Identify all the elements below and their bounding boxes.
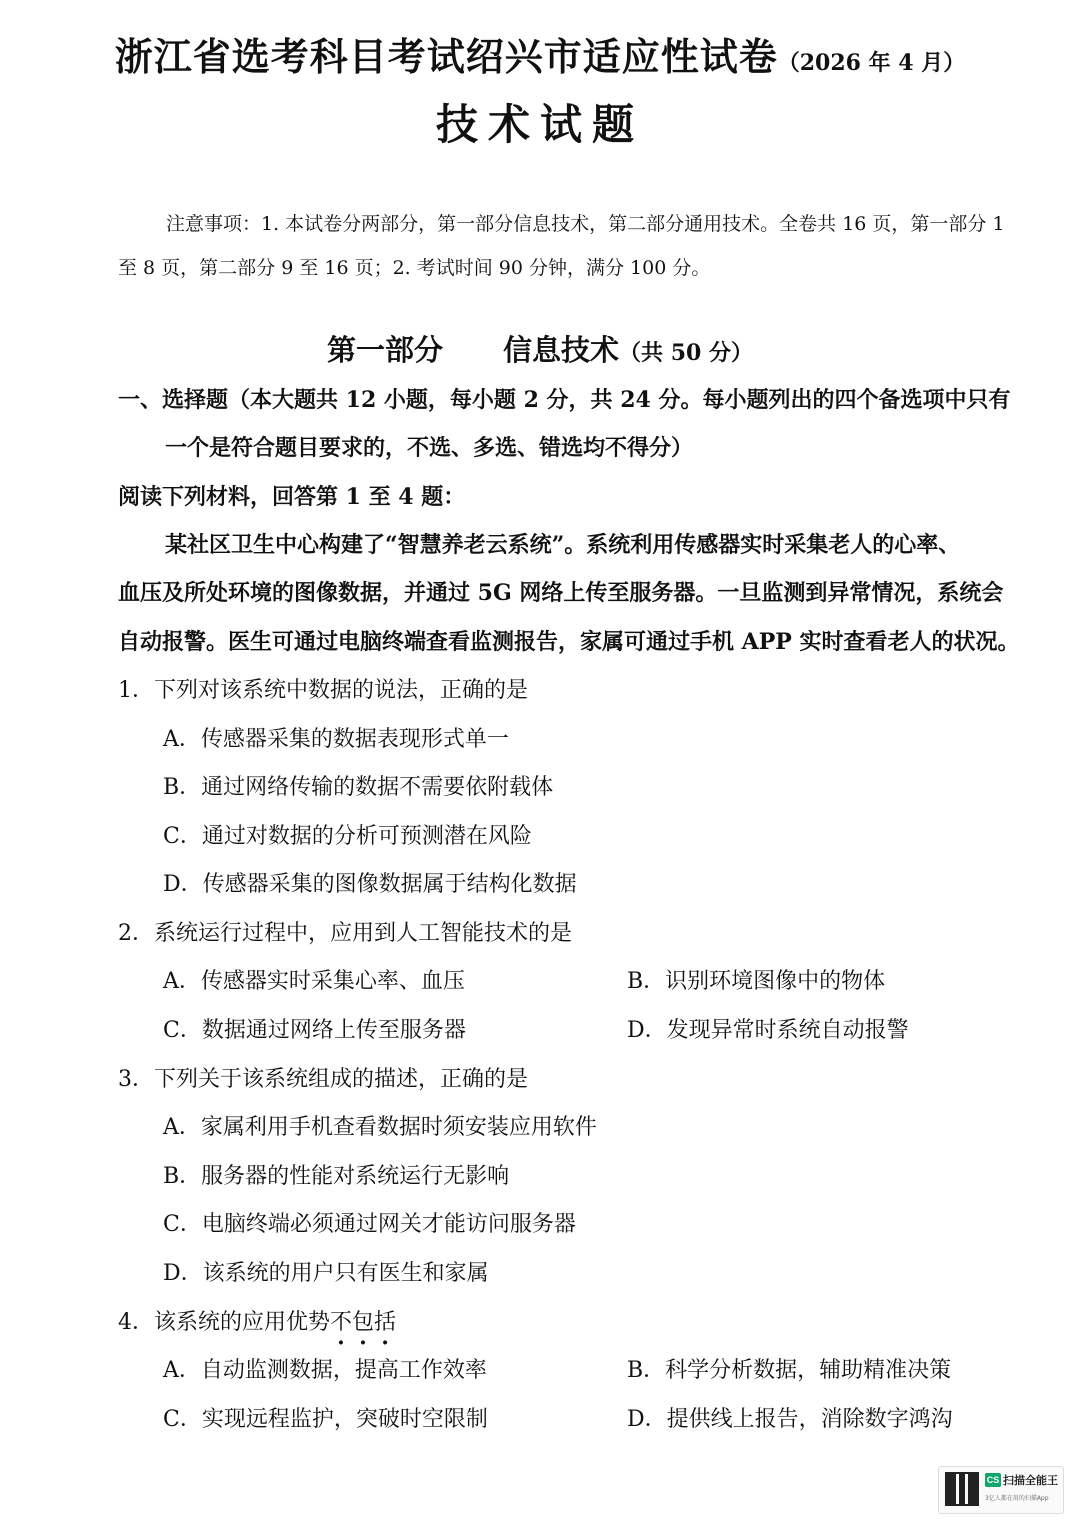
exam-subtitle: 技术试题	[435, 100, 644, 149]
exam-title	[0, 26, 1080, 81]
watermark-slogan: 3亿人都在用的扫描App	[985, 1495, 1049, 1502]
question-1-option-b: B．通过网络传输的数据不需要依附载体	[163, 775, 554, 800]
reading-line-2: 血压及所处环境的图像数据，并通过 5G 网络上传至服务器。一旦监测到异常情况，系统会	[118, 580, 1004, 606]
qr-code-icon	[945, 1472, 979, 1506]
notice-line-2: 至 8 页，第二部分 9 至 16 页；2. 考试时间 90 分钟，满分 100 分。	[118, 257, 711, 279]
section-heading-line-1: 一、选择题（本大题共 12 小题，每小题 2 分，共 24 分。每小题列出的四个备选项中只有	[118, 387, 1011, 413]
question-2-option-d: D．发现异常时系统自动报警	[627, 1018, 909, 1043]
camscanner-logo-icon: CS	[986, 1475, 1000, 1485]
question-4-stem-prefix: 4．该系统的应用优势	[118, 1310, 330, 1335]
part-name: 第一部分	[327, 333, 444, 367]
emphasis-dot-text: 括	[374, 1310, 397, 1335]
question-4-stem	[118, 1305, 396, 1336]
reading-line-3: 自动报警。医生可通过电脑终端查看监测报告，家属可通过手机 APP 实时查看老人的状况。	[118, 629, 1020, 655]
question-2-stem: 2．系统运行过程中，应用到人工智能技术的是	[118, 921, 572, 946]
part-subject: 信息技术	[503, 333, 620, 367]
part-points: （共 50 分）	[619, 340, 753, 366]
exam-date: （2026 年 4 月）	[777, 50, 966, 76]
question-4-option-d: D．提供线上报告，消除数字鸿沟	[627, 1407, 953, 1432]
scanner-watermark	[938, 1466, 1064, 1514]
question-1-option-a: A．传感器采集的数据表现形式单一	[163, 727, 509, 752]
part-heading	[0, 328, 1080, 369]
emphasis-dot-text: 包	[352, 1310, 375, 1335]
watermark-brand: 扫描全能王	[1003, 1474, 1058, 1487]
question-4-option-a: A．自动监测数据，提高工作效率	[163, 1358, 487, 1383]
notice-line-1: 注意事项：1. 本试卷分两部分，第一部分信息技术，第二部分通用技术。全卷共 16 页，第一部分 1	[166, 213, 1005, 235]
question-1-option-c: C．通过对数据的分析可预测潜在风险	[163, 824, 532, 849]
question-3-option-a: A．家属利用手机查看数据时须安装应用软件	[163, 1115, 597, 1140]
question-1-stem: 1．下列对该系统中数据的说法，正确的是	[118, 678, 528, 703]
question-4-option-c: C．实现远程监护，突破时空限制	[163, 1407, 488, 1432]
emphasis-dot-text: 不	[330, 1310, 353, 1335]
question-1-option-d: D．传感器采集的图像数据属于结构化数据	[163, 872, 577, 897]
section-heading-line-2: 一个是符合题目要求的，不选、多选、错选均不得分）	[165, 435, 694, 461]
reading-line-1: 某社区卫生中心构建了“智慧养老云系统”。系统利用传感器实时采集老人的心率、	[165, 532, 961, 558]
question-2-option-a: A．传感器实时采集心率、血压	[163, 969, 465, 994]
question-3-option-d: D．该系统的用户只有医生和家属	[163, 1261, 489, 1286]
exam-title-text: 浙江省选考科目考试绍兴市适应性试卷	[114, 34, 778, 79]
question-3-stem: 3．下列关于该系统组成的描述，正确的是	[118, 1067, 528, 1092]
question-2-option-b: B．识别环境图像中的物体	[627, 969, 886, 994]
question-3-option-b: B．服务器的性能对系统运行无影响	[163, 1164, 510, 1189]
question-3-option-c: C．电脑终端必须通过网关才能访问服务器	[163, 1212, 576, 1237]
question-2-option-c: C．数据通过网络上传至服务器	[163, 1018, 466, 1043]
question-4-option-b: B．科学分析数据，辅助精准决策	[627, 1358, 952, 1383]
reading-intro: 阅读下列材料，回答第 1 至 4 题：	[118, 484, 466, 510]
